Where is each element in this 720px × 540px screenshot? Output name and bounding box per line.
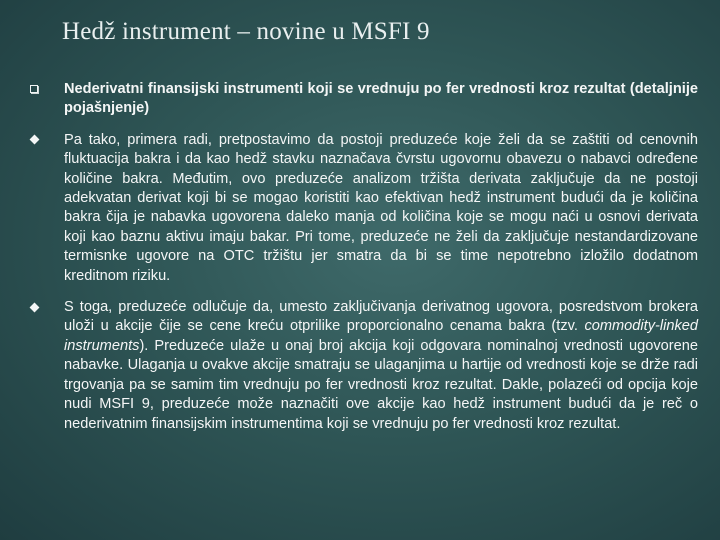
hollow-square-icon	[28, 83, 40, 95]
bullet-item-3	[28, 298, 698, 434]
slide-title: Hedž instrument – novine u MSFI 9	[62, 18, 430, 45]
bullet-3-text-italic: commodity-linked instruments	[64, 318, 698, 354]
bullet-3-text-before: S toga, preduzeće odlučuje da, umesto zaključivanja derivatnog ugovora, posredstvom brokera uloži u akcije čije se cene kreću otprilike proporcionalno cenama bakra (tzv.	[64, 299, 698, 335]
bullet-list	[28, 80, 698, 434]
bullet-item-2	[28, 131, 698, 286]
bullet-3-text-after: ). Preduzeće ulaže u onaj broj akcija koji odgovara nominalnoj vrednosti ugovorene nabavke. Ulaganja u ovakve akcije smatraju se ulaganjima u hartije od vrednosti koje se drže radi trgovanja pa se samim tim vrednuju po fer vrednosti kroz rezultat. Dakle, polazeći od opcija koje nudi MSFI 9, preduzeće može naznačiti ove akcije kao hedž instrument budući da je reč o nederivatnim finansijskim instrumentima koji se vrednuju po fer vrednosti kroz rezultat.	[64, 337, 698, 432]
bullet-1-text: Nederivatni finansijski instrumenti koji se vrednuju po fer vrednosti kroz rezultat (detaljnije pojašnjenje)	[64, 81, 698, 117]
diamond-icon	[28, 134, 40, 146]
bullet-item-1	[28, 80, 698, 119]
bullet-2-text: Pa tako, primera radi, pretpostavimo da postoji preduzeće koje želi da se zaštiti od cenovnih fluktuacija bakra i da kao hedž stavku naznačava čvrstu ugovornu obavezu o nabavci određene količine bakra. Međutim, ovo preduzeće analizom tržišta derivata zaključuje da ne postoji adekvatan derivat koji bi se mogao koristiti kao efektivan hedž instrument budući da je količina bakra čija je nabavka ugovorena daleko manja od količina koje se mogu naći u osnovi derivata koji kao baznu aktivu imaju bakar. Pri tome, preduzeće ne želi da zaključuje nestandardizovane termisnke ugovore na OTC tržištu jer smatra da bi se time nepotrebno izložilo dodatnom kreditnom riziku.	[64, 131, 698, 284]
diamond-icon	[28, 301, 40, 313]
